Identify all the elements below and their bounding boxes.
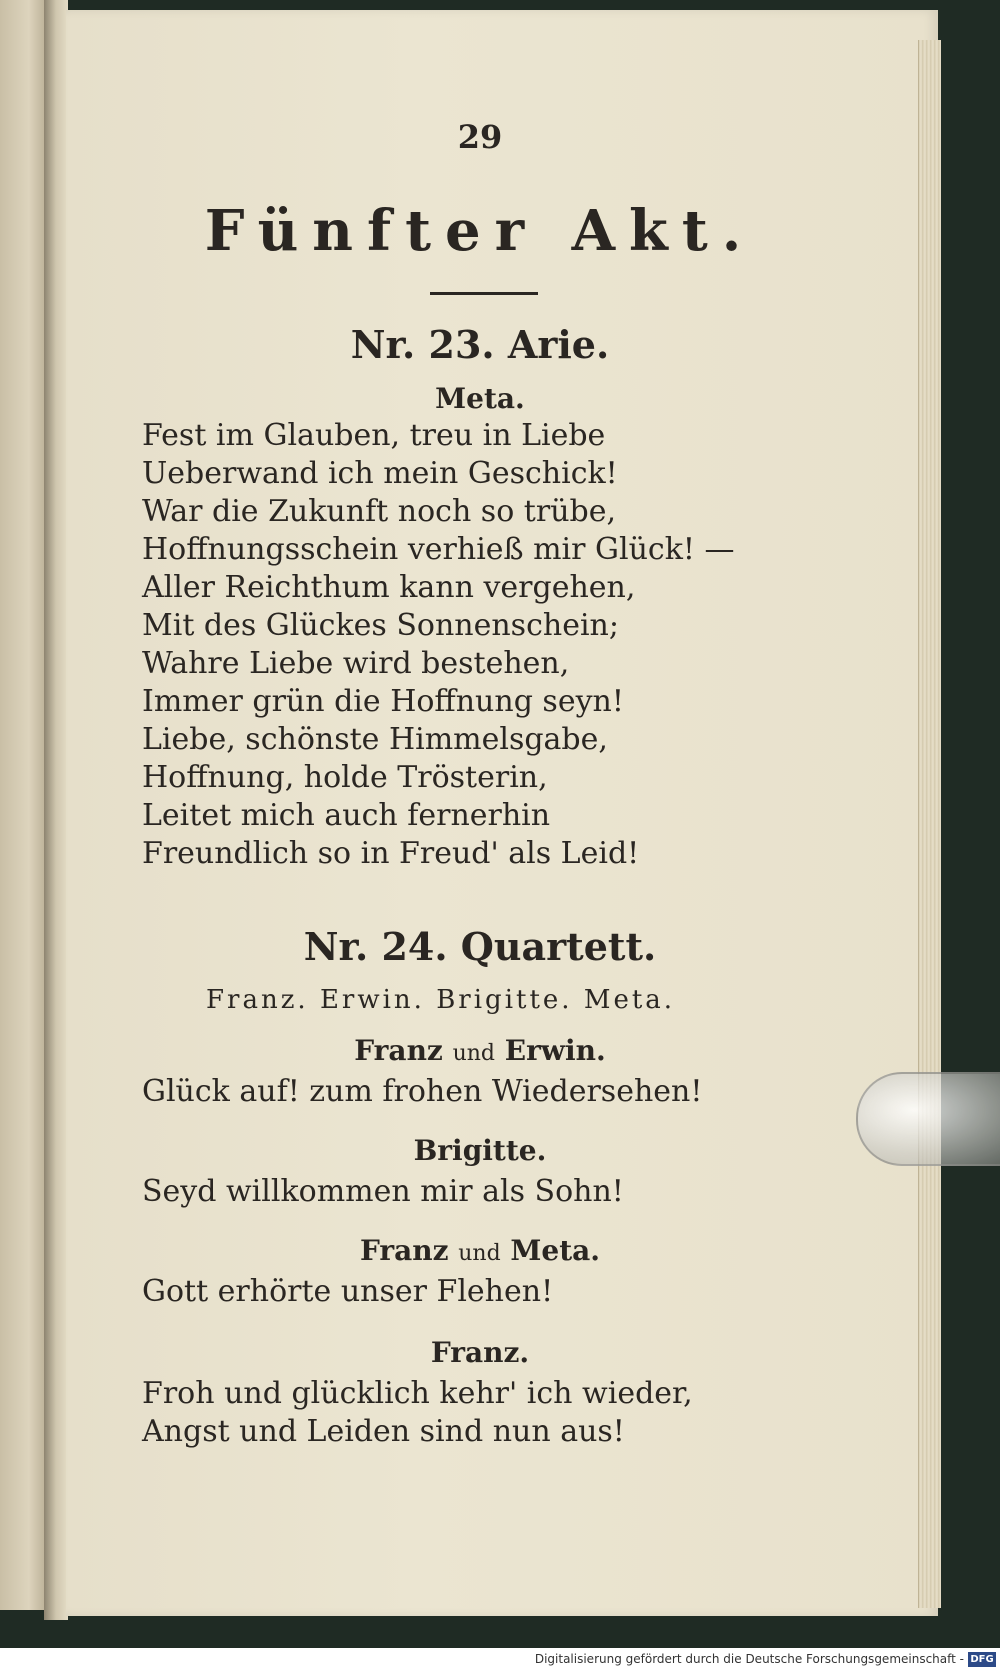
verse-line: War die Zukunft noch so trübe, xyxy=(142,494,617,529)
verse-line: Immer grün die Hoffnung seyn! xyxy=(142,684,624,719)
speaker-franz-erwin xyxy=(180,1034,780,1067)
page-number: 29 xyxy=(457,118,503,156)
page-clip-overlay xyxy=(856,1072,1000,1166)
speaker-meta: Meta. xyxy=(435,382,525,415)
act-title: Fünfter Akt. xyxy=(204,198,756,264)
verse-line: Hoffnung, holde Trösterin, xyxy=(142,760,548,795)
speaker-name: Meta. xyxy=(510,1234,601,1267)
verse-line: Mit des Glückes Sonnenschein; xyxy=(142,608,619,643)
verse-line: Ueberwand ich mein Geschick! xyxy=(142,456,618,491)
verse-line: Froh und glücklich kehr' ich wieder, xyxy=(142,1376,693,1411)
cast-list: Franz. Erwin. Brigitte. Meta. xyxy=(206,985,676,1015)
verse-line: Glück auf! zum frohen Wiedersehen! xyxy=(142,1074,703,1109)
speaker-conjunction: und xyxy=(458,1241,501,1266)
verse-line: Liebe, schönste Himmelsgabe, xyxy=(142,722,608,757)
speaker-name: Franz xyxy=(359,1234,449,1267)
section-heading-arie: Nr. 23. Arie. xyxy=(350,322,610,367)
speaker-name: Franz xyxy=(354,1034,443,1067)
verse-line: Aller Reichthum kann vergehen, xyxy=(142,570,636,605)
verse-line: Freundlich so in Freud' als Leid! xyxy=(142,836,640,871)
verse-line: Leitet mich auch fernerhin xyxy=(142,798,551,833)
verse-line: Seyd willkommen mir als Sohn! xyxy=(142,1174,624,1209)
footer-credit: Digitalisierung gefördert durch die Deutsche Forschungsgemeinschaft - xyxy=(534,1652,964,1666)
speaker-franz: Franz. xyxy=(430,1336,530,1369)
verse-line: Gott erhörte unser Flehen! xyxy=(142,1274,554,1309)
speaker-brigitte: Brigitte. xyxy=(413,1134,547,1167)
speaker-conjunction: und xyxy=(452,1041,495,1066)
verse-line: Angst und Leiden sind nun aus! xyxy=(142,1414,625,1449)
verse-line: Wahre Liebe wird bestehen, xyxy=(142,646,570,681)
speaker-franz-meta xyxy=(180,1234,780,1267)
footer-bar xyxy=(0,1648,1000,1672)
verse-line: Hoffnungsschein verhieß mir Glück! — xyxy=(142,532,735,567)
dfg-logo: DFG xyxy=(968,1652,996,1667)
speaker-name: Erwin. xyxy=(504,1034,606,1067)
verse-line: Fest im Glauben, treu in Liebe xyxy=(142,418,606,453)
title-divider xyxy=(430,292,538,295)
section-heading-quartett: Nr. 24. Quartett. xyxy=(303,924,657,969)
